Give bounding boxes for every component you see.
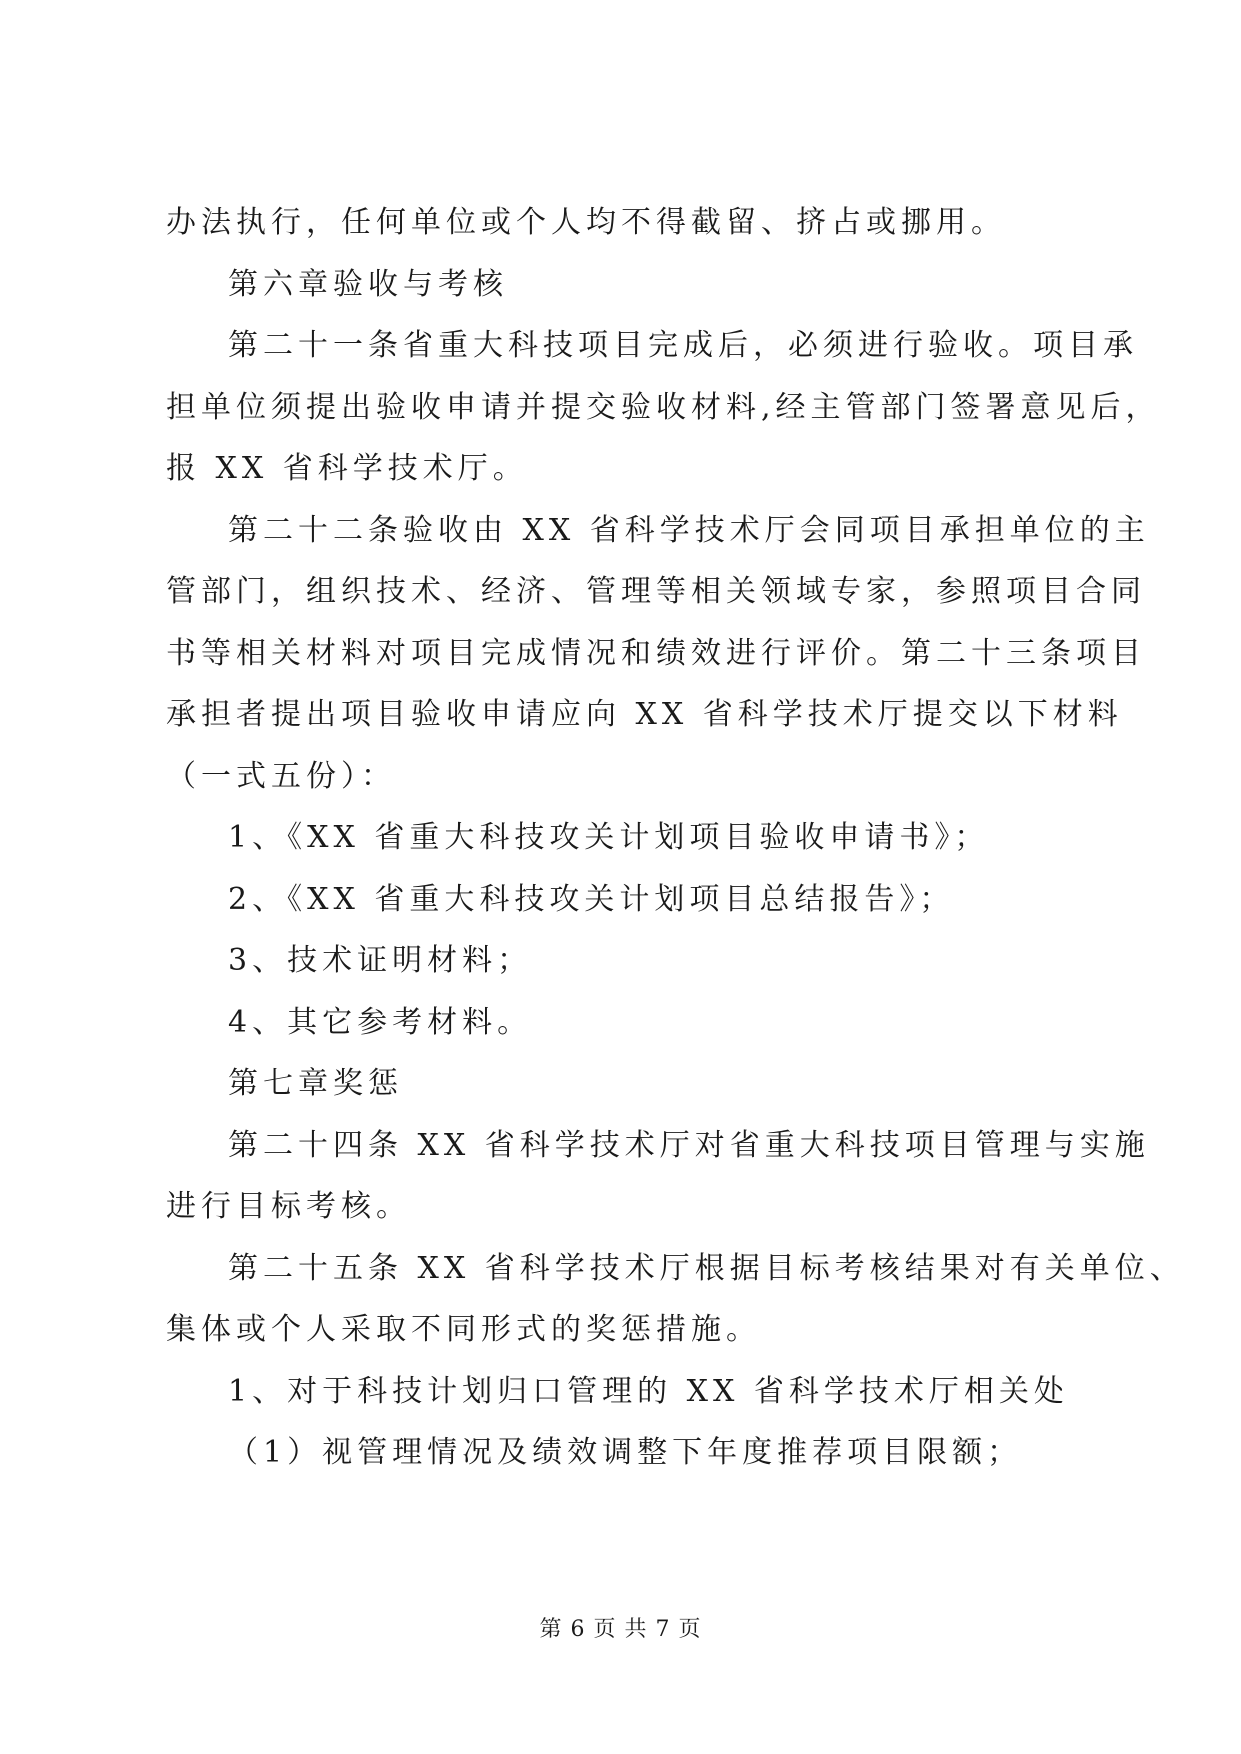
text-line: 担单位须提出验收申请并提交验收材料,经主管部门签署意见后， bbox=[166, 389, 1161, 425]
text-line: 1、对于科技计划归口管理的 XX 省科学技术厅相关处 bbox=[228, 1373, 1069, 1409]
text-line: 第七章奖惩 bbox=[228, 1066, 403, 1101]
text-line: 第二十五条 XX 省科学技术厅根据目标考核结果对有关单位、 bbox=[228, 1250, 1185, 1286]
text-line: 第二十二条验收由 XX 省科学技术厅会同项目承担单位的主 bbox=[228, 512, 1150, 548]
text-line: 第二十一条省重大科技项目完成后，必须进行验收。项目承 bbox=[228, 328, 1138, 363]
text-line: （一式五份）： bbox=[166, 758, 396, 794]
text-line: 进行目标考核。 bbox=[166, 1189, 411, 1224]
text-line: （1）视管理情况及绩效调整下年度推荐项目限额； bbox=[228, 1435, 1023, 1470]
text-line: 第二十四条 XX 省科学技术厅对省重大科技项目管理与实施 bbox=[228, 1127, 1150, 1163]
text-line: 承担者提出项目验收申请应向 XX 省科学技术厅提交以下材料 bbox=[166, 697, 1123, 732]
text-line: 书等相关材料对项目完成情况和绩效进行评价。第二十三条项目 bbox=[166, 635, 1146, 671]
body-text bbox=[166, 205, 1185, 1500]
text-line: 4、其它参考材料。 bbox=[228, 1004, 533, 1040]
page-footer: 第 6 页 共 7 页 bbox=[539, 1617, 702, 1642]
text-line: 2、《XX 省重大科技攻关计划项目总结报告》； bbox=[228, 881, 955, 917]
text-line: 第六章验收与考核 bbox=[228, 266, 508, 302]
text-line: 集体或个人采取不同形式的奖惩措施。 bbox=[166, 1312, 761, 1347]
text-line: 管部门，组织技术、经济、管理等相关领域专家，参照项目合同 bbox=[166, 574, 1146, 609]
text-line: 3、技术证明材料； bbox=[228, 943, 533, 978]
text-line: 办法执行，任何单位或个人均不得截留、挤占或挪用。 bbox=[166, 205, 1006, 240]
text-line: 报 XX 省科学技术厅。 bbox=[166, 451, 528, 486]
text-line: 1、《XX 省重大科技攻关计划项目验收申请书》； bbox=[228, 820, 990, 855]
